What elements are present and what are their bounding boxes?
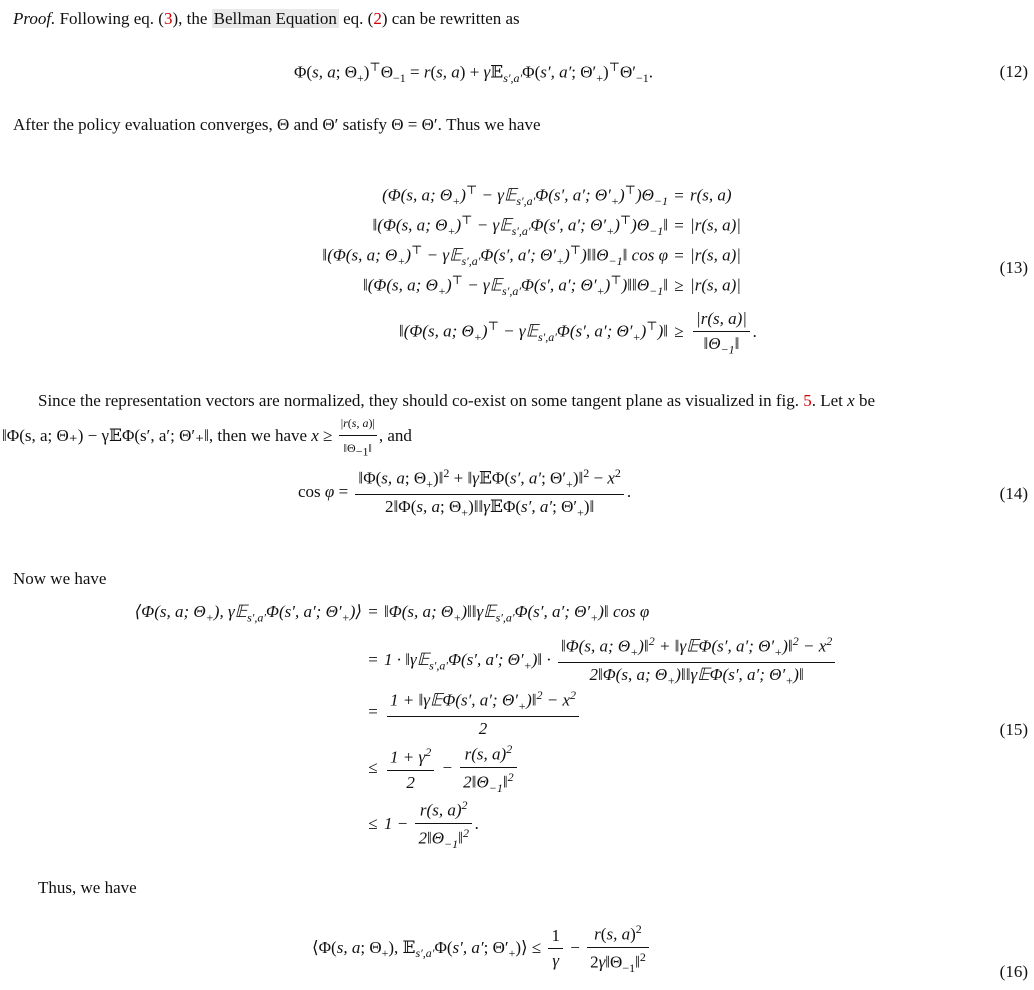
- eq15-number: (15): [999, 720, 1028, 739]
- equation-15: [82, 602, 982, 852]
- proof-text-4: ) can be rewritten as: [381, 9, 520, 28]
- after-paragraph: After the policy evaluation converges, Θ and Θ′ satisfy Θ = Θ′. Thus we have: [13, 115, 541, 134]
- thus-paragraph: Thus, we have: [38, 878, 137, 897]
- since-text-3: be: [854, 391, 875, 410]
- eq15-line-2: = 1 · ‖γ𝔼$_{s',a'}$Φ(s′, a′; $\Theta'_+)‖$ · $\frac{‖\Phi(s, a; \Theta_+)‖^2 + ‖\gamma 𝔼\Phi(s', a'; \Theta'_+)‖^2 - x^2}{2‖\Phi(s, a; \Theta_+)‖‖\gamma 𝔼\Phi(s', a'; \Theta'_+)‖}$: [82, 634, 982, 688]
- since-text-1: Since the representation vectors are normalized, they should co-exist on some tangent plane as visualized in fig.: [38, 391, 804, 410]
- eq13-line-4: ‖(Φ(s, a; $\Theta_+)^⊤$ − γ𝔼$_{s',a'}$Φ(s′, a′; $\Theta'_+)^⊤)‖‖\Theta_{-1}‖ \ge |r(s$, a)|: [362, 273, 741, 299]
- eq15-line-5: ≤ 1 − $\frac{r(s, a)^2}{2‖\Theta_{-1}‖^2}$ .: [368, 798, 480, 851]
- proof-label: Proof.: [13, 9, 56, 28]
- bellman-highlight: Bellman Equation: [213, 9, 337, 28]
- since-line2-post: , and: [378, 426, 412, 446]
- eq13-line-1: (Φ(s, a; $\Theta_+)^⊤$ − γ𝔼$_{s',a'}$Φ(s′, a′; $\Theta'_+)^⊤)\Theta_{-1} = r(s$, a): [382, 183, 732, 209]
- proof-paragraph: [13, 8, 520, 30]
- eq16-number: (16): [999, 962, 1028, 981]
- ref-eq2[interactable]: 2: [373, 9, 382, 28]
- since-paragraph-line-2: ‖Φ(s, a; Θ₊) − γ𝔼Φ(s′, a′; Θ′₊‖, then we have x ≥ $\frac{|r(s, a)|}{‖\Theta_{-1}‖}$ , and: [2, 412, 412, 462]
- since-text-2: . Let: [811, 391, 848, 410]
- eq12-number: (12): [999, 62, 1028, 81]
- equation-14: cos φ = $\frac{‖\Phi(s, a; \Theta_+)‖^2 + ‖\gamma 𝔼\Phi(s', a'; \Theta'_+)‖^2 - x^2}{2‖\Phi(s, a; \Theta_+)‖‖\gamma 𝔼\Phi(s', a'; \Theta'_+)‖}$ .: [298, 466, 632, 520]
- eq13-line-5: ‖(Φ(s, a; $\Theta_+)^⊤$ − γ𝔼$_{s',a'}$Φ(s′, a′; $\Theta'_+)^⊤)‖$ ≥ $\frac{|r(s, a)|}{‖\Theta_{-1}‖}$ .: [398, 309, 758, 357]
- since-var-x: x: [847, 391, 855, 410]
- eq15-line-3: = $\frac{1 + ‖\gamma 𝔼\Phi(s', a'; \Theta'_+)‖^2 - x^2}{2}$: [82, 688, 982, 742]
- proof-text-1: Following eq. (: [55, 9, 164, 28]
- since-paragraph-line-1: [38, 390, 875, 412]
- ref-fig5[interactable]: 5: [803, 391, 812, 410]
- eq15-line-1: ⟨Φ(s, a; $\Theta_+$), γ𝔼$_{s',a'}$Φ(s′, a′; $\Theta'_+)⟩$ = ‖Φ(s, a; $\Theta_+)‖‖\gamma 𝔼_{s',a'}\Phi(s'$, a′; $\Theta'_+)‖$ cos φ: [134, 602, 650, 625]
- equation-12: Φ(s, a; $\Theta_+)^⊤\Theta_{-1} = r(s$, a) + γ𝔼$_{s',a'}$Φ(s′, a′; $\Theta'_+)^⊤\Theta'_{-1}$.: [294, 60, 654, 86]
- eq15-line-4: ≤ $\frac{1 + \gamma^2}{2}$ − $\frac{r(s, a)^2}{2‖\Theta_{-1}‖^2}$: [82, 742, 982, 798]
- equation-13: [250, 183, 810, 357]
- proof-text-2: ), the: [172, 9, 212, 28]
- eq13-line-3: ‖(Φ(s, a; $\Theta_+)^⊤$ − γ𝔼$_{s',a'}$Φ(s′, a′; $\Theta'_+)^⊤)‖‖\Theta_{-1}‖$ cos φ = |r(s, a)|: [322, 243, 741, 269]
- eq13-line-2: ‖(Φ(s, a; $\Theta_+)^⊤$ − γ𝔼$_{s',a'}$Φ(s′, a′; $\Theta'_+)^⊤)\Theta_{-1}‖ = |r(s$, a)|: [372, 213, 741, 239]
- eq14-number: (14): [999, 484, 1028, 503]
- ref-eq3[interactable]: 3: [163, 9, 173, 28]
- proof-text-3: eq. (: [338, 9, 374, 28]
- equation-16: ⟨Φ(s, a; $\Theta_+$), 𝔼$_{s',a'}$Φ(s′, a′; $\Theta'_+)⟩$ ≤ $\frac{1}{\gamma}$ − $\frac{r(s, a)^2}{2\gamma‖\Theta_{-1}‖^2}$: [312, 922, 652, 976]
- now-paragraph: Now we have: [13, 569, 107, 588]
- eq13-number: (13): [999, 258, 1028, 277]
- since-line2-pre: ‖Φ(s, a; Θ₊) − γ𝔼Φ(s′, a′; Θ′₊‖, then we have: [2, 426, 312, 446]
